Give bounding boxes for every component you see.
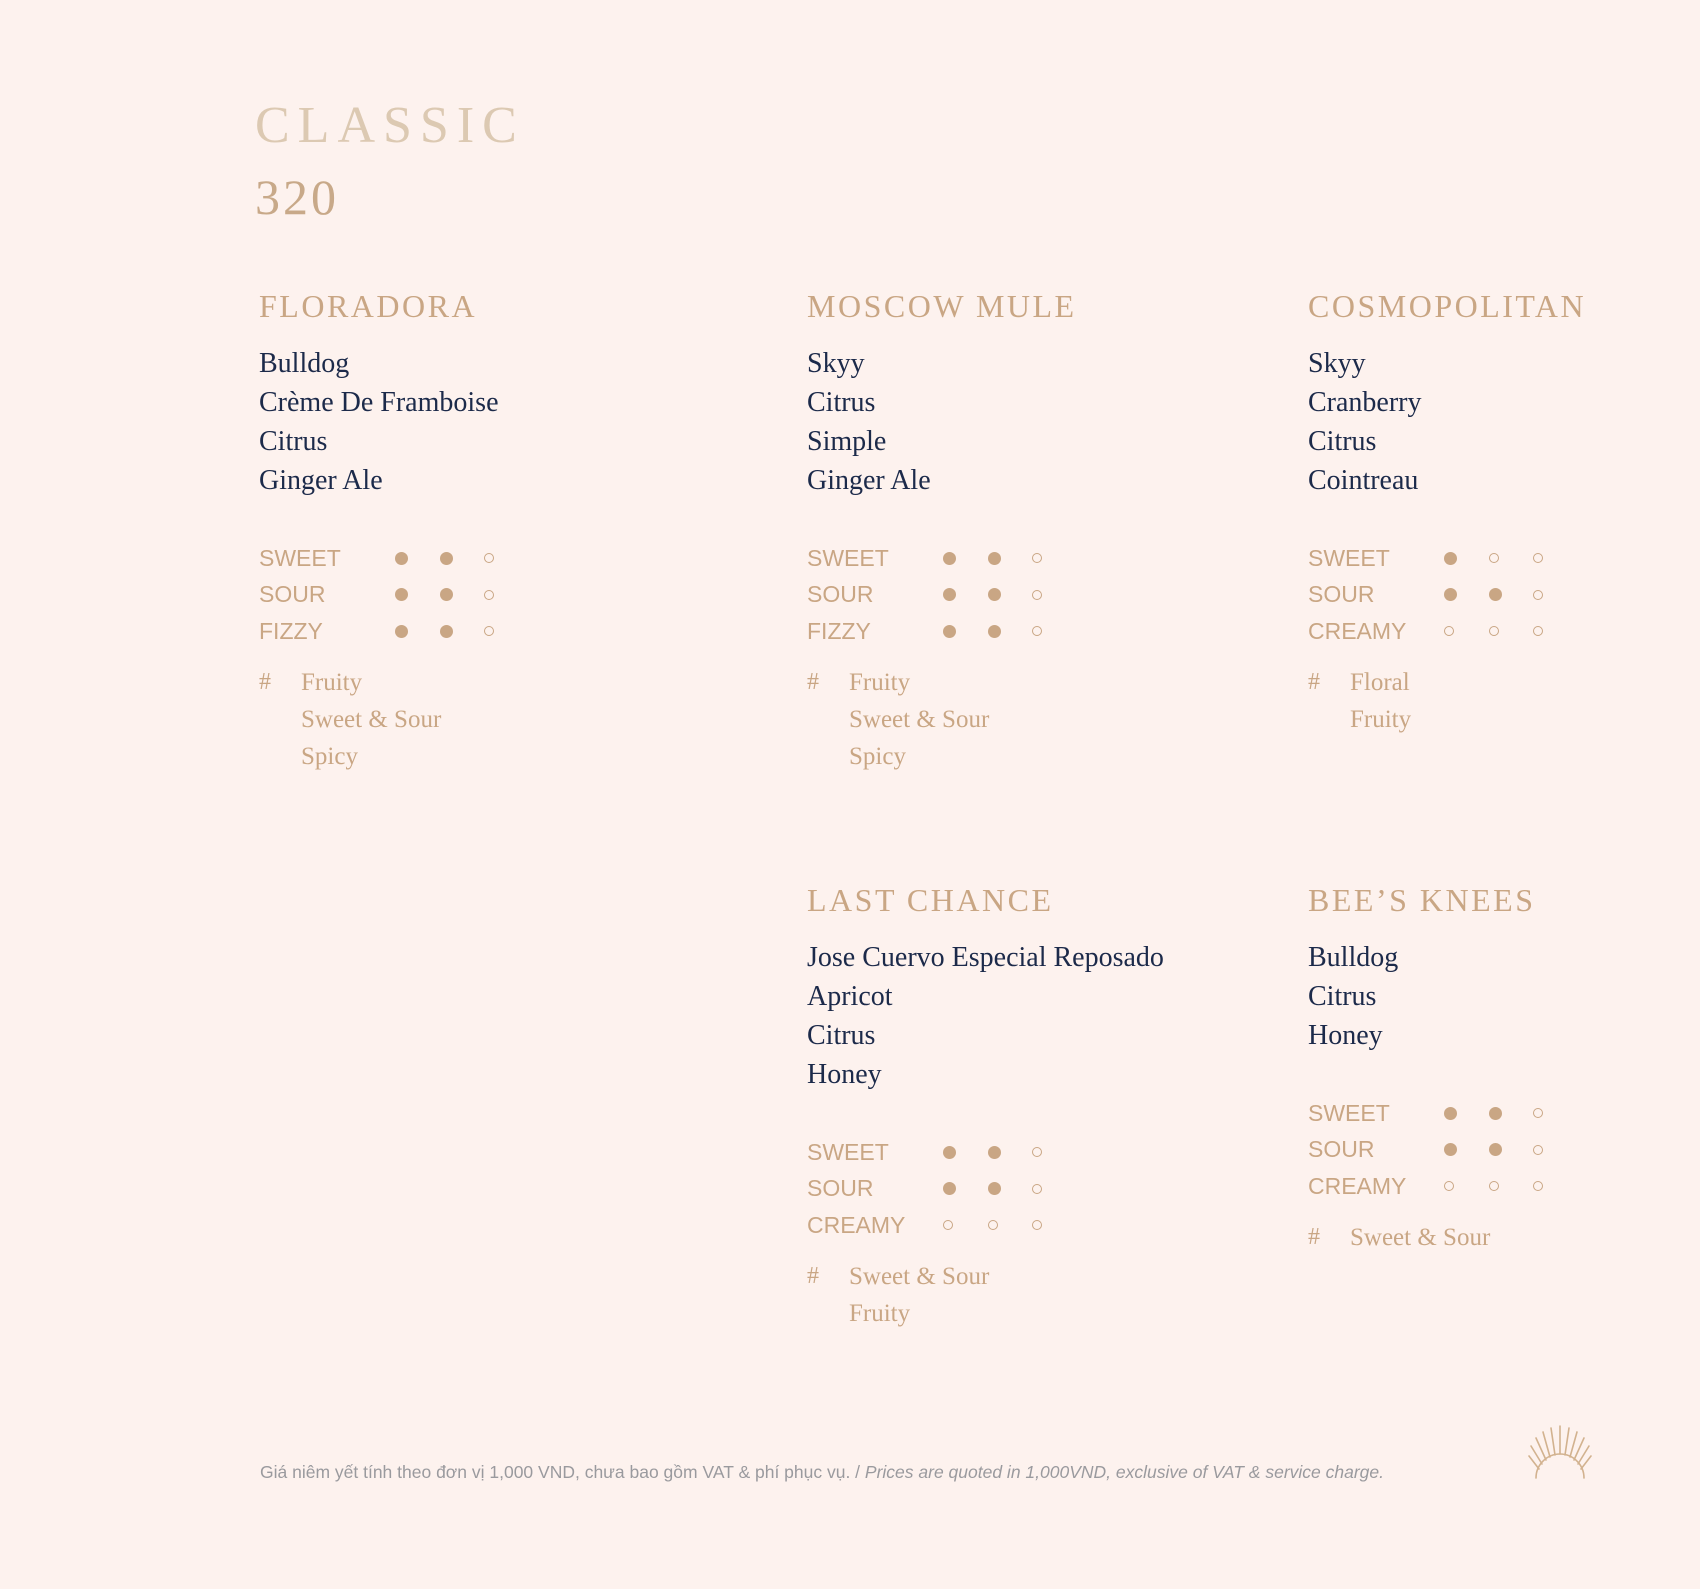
taste-rating (1444, 552, 1578, 565)
ingredient-list (807, 938, 1164, 1094)
empty-dot-icon (1032, 626, 1042, 636)
taste-row (1308, 1095, 1578, 1132)
taste-label: SOUR (259, 581, 326, 608)
cocktail-card-cosmopolitan (1308, 290, 1586, 738)
taste-rating (943, 552, 1077, 565)
price-disclaimer-en: Prices are quoted in 1,000VND, exclusive of VAT & service charge. (864, 1462, 1385, 1482)
filled-dot-icon (988, 552, 1001, 565)
ingredient: Ginger Ale (807, 465, 931, 496)
filled-dot-icon (1489, 1143, 1502, 1156)
empty-dot-icon (1533, 553, 1543, 563)
filled-dot-icon (395, 625, 408, 638)
taste-row (1308, 577, 1586, 614)
taste-rating (1444, 1107, 1578, 1120)
filled-dot-icon (988, 1182, 1001, 1195)
flavor-tag: Spicy (301, 742, 358, 770)
ingredient-list (807, 344, 1077, 500)
ingredient: Simple (807, 426, 887, 457)
taste-rating (1444, 588, 1578, 601)
ingredient: Jose Cuervo Especial Reposado (807, 942, 1164, 973)
taste-label: FIZZY (807, 617, 871, 644)
taste-label: SWEET (807, 544, 889, 571)
filled-dot-icon (943, 1182, 956, 1195)
hashtag-icon: # (1308, 668, 1320, 695)
flavor-tag: Fruity (301, 668, 363, 696)
filled-dot-icon (943, 1146, 956, 1159)
hashtag-icon: # (807, 668, 819, 695)
empty-dot-icon (1533, 1108, 1543, 1118)
empty-dot-icon (484, 553, 494, 563)
filled-dot-icon (1444, 552, 1457, 565)
ingredient-list (1308, 938, 1578, 1055)
cocktail-name: COSMOPOLITAN (1308, 288, 1587, 324)
cocktail-name: FLORADORA (259, 288, 478, 324)
taste-rating (943, 588, 1077, 601)
ingredient-list (259, 344, 529, 500)
filled-dot-icon (943, 588, 956, 601)
ingredient: Crème De Framboise (259, 387, 499, 418)
taste-row (1308, 540, 1586, 577)
ingredient: Bulldog (259, 348, 350, 379)
flavor-tags (1308, 1219, 1578, 1256)
empty-dot-icon (484, 590, 494, 600)
empty-dot-icon (1032, 1220, 1042, 1230)
taste-profile (1308, 540, 1586, 650)
ingredient: Citrus (1308, 426, 1377, 457)
filled-dot-icon (988, 588, 1001, 601)
taste-rating (943, 1146, 1077, 1159)
taste-row (259, 540, 529, 577)
ingredient: Citrus (807, 387, 876, 418)
taste-rating (395, 552, 529, 565)
taste-label: SOUR (807, 1175, 874, 1202)
taste-profile (259, 540, 529, 650)
empty-dot-icon (484, 626, 494, 636)
taste-row (807, 1171, 1164, 1208)
flavor-tags (1308, 664, 1586, 738)
taste-rating (395, 588, 529, 601)
flavor-tag: Fruity (849, 668, 911, 696)
filled-dot-icon (943, 625, 956, 638)
flavor-tags (807, 1258, 1164, 1332)
ingredient: Skyy (807, 348, 865, 379)
taste-label: CREAMY (1308, 1172, 1407, 1199)
taste-label: CREAMY (1308, 617, 1407, 644)
ingredient: Bulldog (1308, 942, 1399, 973)
ingredient: Honey (1308, 1020, 1383, 1051)
empty-dot-icon (943, 1220, 953, 1230)
taste-row (807, 1134, 1164, 1171)
flavor-tag: Sweet & Sour (849, 705, 990, 733)
taste-rating (943, 625, 1077, 638)
empty-dot-icon (1533, 626, 1543, 636)
price-disclaimer-vi: Giá niêm yết tính theo đơn vị 1,000 VND, chưa bao gồm VAT & phí phục vụ. / (260, 1462, 865, 1482)
filled-dot-icon (440, 625, 453, 638)
filled-dot-icon (1444, 1107, 1457, 1120)
ingredient: Citrus (259, 426, 328, 457)
taste-label: SWEET (1308, 544, 1390, 571)
filled-dot-icon (1489, 588, 1502, 601)
price-disclaimer (260, 1462, 1384, 1483)
flavor-tag: Fruity (849, 1299, 911, 1327)
taste-profile (807, 540, 1077, 650)
empty-dot-icon (1032, 1184, 1042, 1194)
filled-dot-icon (440, 588, 453, 601)
filled-dot-icon (988, 625, 1001, 638)
taste-row (807, 1207, 1164, 1244)
cocktail-card-moscow-mule (807, 290, 1077, 775)
flavor-tag: Sweet & Sour (301, 705, 442, 733)
taste-profile (1308, 1095, 1578, 1205)
flavor-tag: Sweet & Sour (1350, 1223, 1491, 1251)
hashtag-icon: # (807, 1262, 819, 1289)
taste-rating (943, 1220, 1077, 1230)
ingredient: Citrus (1308, 981, 1377, 1012)
taste-profile (807, 1134, 1164, 1244)
empty-dot-icon (1489, 626, 1499, 636)
taste-label: SOUR (1308, 581, 1375, 608)
flavor-tag: Fruity (1350, 705, 1412, 733)
sunburst-logo-icon (1528, 1424, 1592, 1480)
taste-label: SWEET (259, 544, 341, 571)
filled-dot-icon (1444, 588, 1457, 601)
flavor-tag: Floral (1350, 668, 1410, 696)
taste-label: CREAMY (807, 1211, 906, 1238)
flavor-tags (807, 664, 1077, 775)
filled-dot-icon (395, 552, 408, 565)
taste-row (807, 613, 1077, 650)
taste-label: SWEET (1308, 1099, 1390, 1126)
filled-dot-icon (943, 552, 956, 565)
ingredient: Citrus (807, 1020, 876, 1051)
cocktail-name: LAST CHANCE (807, 882, 1054, 918)
empty-dot-icon (1444, 1181, 1454, 1191)
taste-label: SWEET (807, 1138, 889, 1165)
section-price: 320 (255, 169, 339, 225)
ingredient: Honey (807, 1059, 882, 1090)
taste-rating (943, 1182, 1077, 1195)
section-title: CLASSIC (255, 97, 525, 154)
flavor-tag: Sweet & Sour (849, 1262, 990, 1290)
taste-row (1308, 1132, 1578, 1169)
taste-rating (1444, 1181, 1578, 1191)
taste-label: SOUR (807, 581, 874, 608)
ingredient: Cranberry (1308, 387, 1422, 418)
taste-row (259, 577, 529, 614)
empty-dot-icon (1444, 626, 1454, 636)
flavor-tags (259, 664, 529, 775)
filled-dot-icon (395, 588, 408, 601)
ingredient: Ginger Ale (259, 465, 383, 496)
cocktail-name: MOSCOW MULE (807, 288, 1077, 324)
empty-dot-icon (1533, 1145, 1543, 1155)
cocktail-card-bees-knees (1308, 884, 1578, 1256)
taste-label: SOUR (1308, 1136, 1375, 1163)
empty-dot-icon (1489, 553, 1499, 563)
ingredient: Cointreau (1308, 465, 1419, 496)
taste-row (259, 613, 529, 650)
empty-dot-icon (1533, 590, 1543, 600)
empty-dot-icon (1533, 1181, 1543, 1191)
hashtag-icon: # (259, 668, 271, 695)
cocktail-card-floradora (259, 290, 529, 775)
taste-row (807, 577, 1077, 614)
empty-dot-icon (1032, 1147, 1042, 1157)
taste-rating (395, 625, 529, 638)
cocktail-name: BEE’S KNEES (1308, 882, 1536, 918)
hashtag-icon: # (1308, 1223, 1320, 1250)
taste-row (807, 540, 1077, 577)
flavor-tag: Spicy (849, 742, 906, 770)
ingredient-list (1308, 344, 1586, 500)
filled-dot-icon (988, 1146, 1001, 1159)
taste-row (1308, 1168, 1578, 1205)
ingredient: Apricot (807, 981, 893, 1012)
empty-dot-icon (1489, 1181, 1499, 1191)
taste-label: FIZZY (259, 617, 323, 644)
taste-rating (1444, 626, 1578, 636)
cocktail-card-last-chance (807, 884, 1164, 1332)
empty-dot-icon (988, 1220, 998, 1230)
filled-dot-icon (1444, 1143, 1457, 1156)
filled-dot-icon (1489, 1107, 1502, 1120)
empty-dot-icon (1032, 590, 1042, 600)
taste-rating (1444, 1143, 1578, 1156)
ingredient: Skyy (1308, 348, 1366, 379)
filled-dot-icon (440, 552, 453, 565)
taste-row (1308, 613, 1586, 650)
empty-dot-icon (1032, 553, 1042, 563)
